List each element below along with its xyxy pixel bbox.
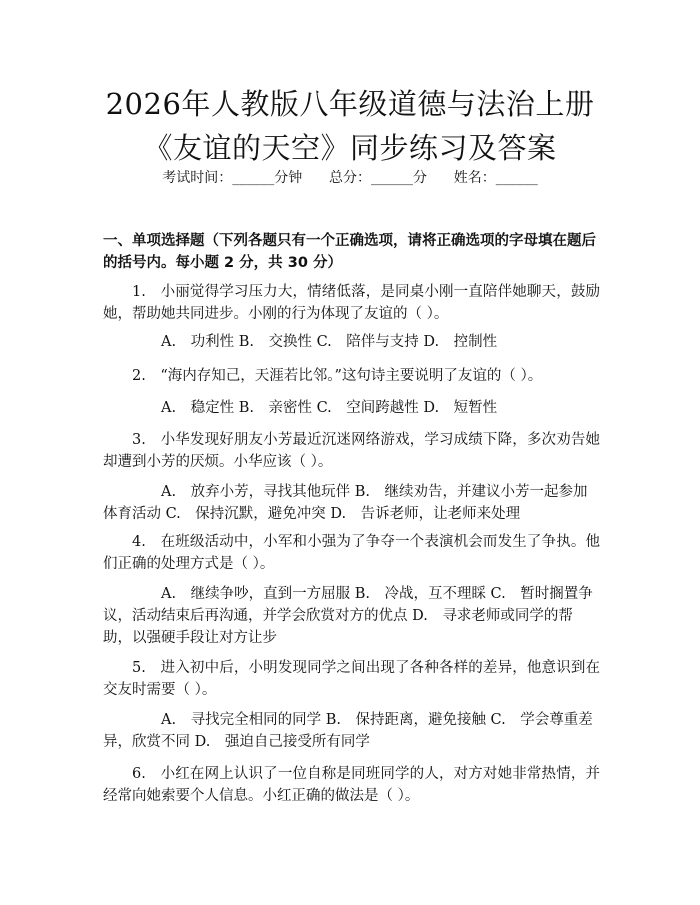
question-stem-6: 6. 小红在网上认识了一位自称是同班同学的人，对方对她非常热情，并经常向她索要个人信息。小红正确的做法是（ ）。 [103,766,600,804]
question-stem-3: 3. 小华发现好朋友小芳最近沉迷网络游戏，学习成绩下降，多次劝告她却遭到小芳的厌烦。小华应该（ ）。 [103,432,600,470]
exam-info-line: 考试时间：______分钟 总分：______分 姓名：______ [162,170,538,186]
question-options-5: A. 寻找完全相同的同学 B. 保持距离，避免接触 C. 学会尊重差异，欣赏不同 D. 强迫自己接受所有同学 [103,712,593,750]
question-stem-5: 5. 进入初中后，小明发现同学之间出现了各种各样的差异，他意识到在交友时需要（ ）。 [103,660,600,698]
question-options-1: A. 功利性 B. 交换性 C. 陪伴与支持 D. 控制性 [161,334,498,350]
question-options-2: A. 稳定性 B. 亲密性 C. 空间跨越性 D. 短暂性 [161,400,498,416]
question-options-4: A. 继续争吵，直到一方屈服 B. 冷战，互不理睬 C. 暂时搁置争议，活动结束后再沟通，并学会欣赏对方的优点 D. 寻求老师或同学的帮助，以强硬手段让对方让步 [103,586,593,646]
question-options-3: A. 放弃小芳，寻找其他玩伴 B. 继续劝告，并建议小芳一起参加体育活动 C. 保持沉默，避免冲突 D. 告诉老师，让老师来处理 [103,484,588,522]
question-stem-1: 1. 小丽觉得学习压力大，情绪低落，是同桌小刚一直陪伴她聊天，鼓励她，帮助她共同进步。小刚的行为体现了友谊的（ ）。 [103,284,600,322]
section-heading-single-choice: 一、单项选择题（下列各题只有一个正确选项，请将正确选项的字母填在题后的括号内。每小题 2 分，共 30 分） [103,233,596,271]
document-title: 2026年人教版八年级道德与法治上册《友谊的天空》同步练习及答案 [105,87,595,165]
question-stem-2: 2. “海内存知己，天涯若比邻。”这句诗主要说明了友谊的（ ）。 [132,368,543,384]
question-stem-4: 4. 在班级活动中，小军和小强为了争夺一个表演机会而发生了争执。他们正确的处理方式是（ ）。 [103,534,600,572]
